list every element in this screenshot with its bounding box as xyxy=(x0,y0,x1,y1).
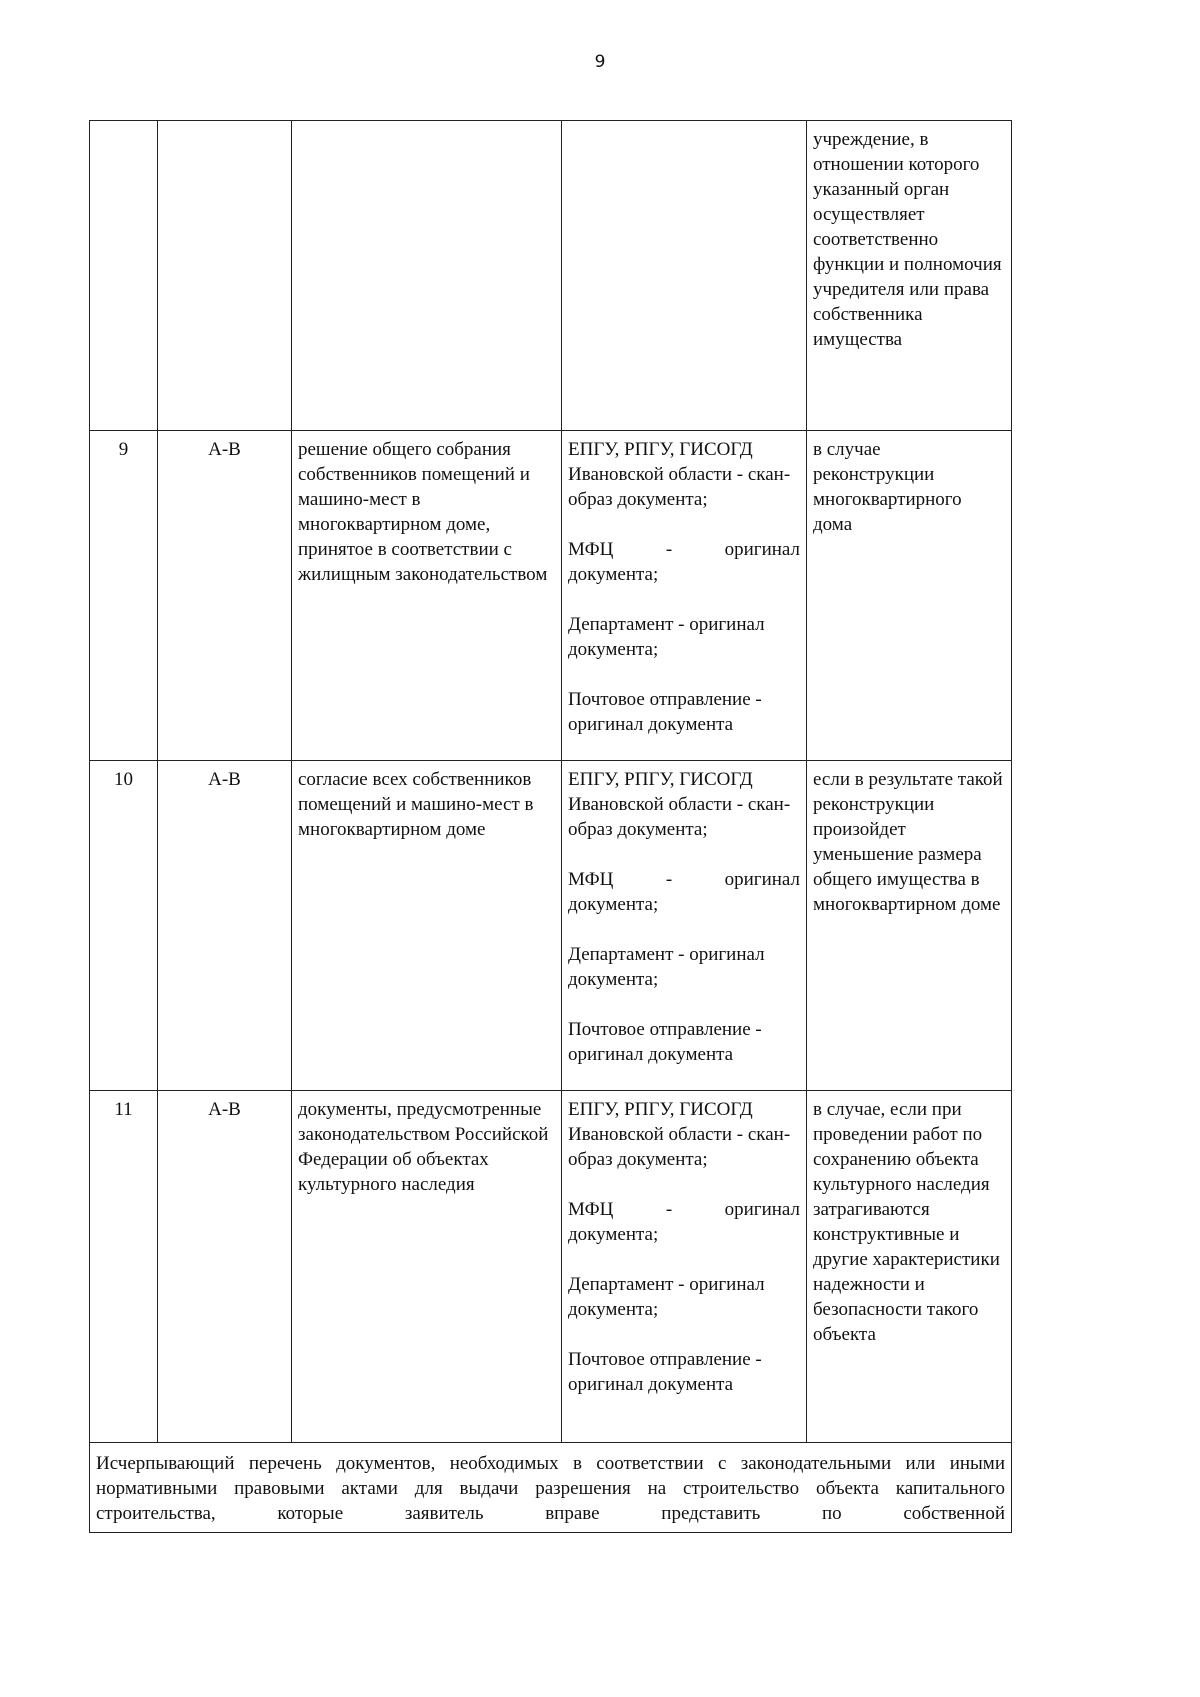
documents-table xyxy=(89,120,1012,1533)
row-number-cell xyxy=(90,121,158,431)
source-cell xyxy=(562,1091,807,1443)
note-text: учреждение, в отношении которого указанный орган осуществляет соответственно функции и полномочия учредителя или права собственника имущества xyxy=(813,129,1002,350)
table-row xyxy=(90,1091,1012,1443)
table-row xyxy=(90,761,1012,1091)
summary-text: Исчерпывающий перечень документов, необходимых в соответствии с законодательными или иными нормативными правовыми актами для выдачи разрешения на строительство объекта капитального строительства, которые заявитель вправе представить по собственной xyxy=(90,1443,1012,1533)
row-number-cell: 11 xyxy=(90,1091,158,1443)
mfc-dash: - xyxy=(665,1199,673,1220)
category-cell: А-В xyxy=(158,761,292,1091)
source-portal: ЕПГУ, РПГУ, ГИСОГД Ивановской области - скан-образ документа; xyxy=(568,769,791,840)
source-mfc xyxy=(568,867,800,917)
source-cell xyxy=(562,431,807,761)
source-post: Почтовое отправление - оригинал документа xyxy=(568,1349,762,1395)
mfc-value: оригинал xyxy=(724,539,801,560)
row-number-cell: 10 xyxy=(90,761,158,1091)
source-post: Почтовое отправление - оригинал документа xyxy=(568,689,762,735)
source-department: Департамент - оригинал документа; xyxy=(568,944,765,990)
mfc-tail: документа; xyxy=(568,894,659,915)
mfc-value: оригинал xyxy=(724,1199,801,1220)
category-cell: А-В xyxy=(158,431,292,761)
source-department: Департамент - оригинал документа; xyxy=(568,1274,765,1320)
page-number: 9 xyxy=(594,52,606,72)
note-cell xyxy=(807,121,1012,431)
source-mfc xyxy=(568,1197,800,1247)
note-cell: в случае, если при проведении работ по сохранению объекта культурного наследия затрагиваются конструктивные и другие характеристики надежности и безопасности такого объекта xyxy=(807,1091,1012,1443)
mfc-dash: - xyxy=(665,869,673,890)
document-cell: документы, предусмотренные законодательством Российской Федерации об объектах культурного наследия xyxy=(292,1091,562,1443)
source-cell xyxy=(562,761,807,1091)
row-number-cell: 9 xyxy=(90,431,158,761)
mfc-value: оригинал xyxy=(724,869,801,890)
mfc-label: МФЦ xyxy=(568,539,614,560)
note-cell: в случае реконструкции многоквартирного дома xyxy=(807,431,1012,761)
category-cell: А-В xyxy=(158,1091,292,1443)
category-cell xyxy=(158,121,292,431)
mfc-tail: документа; xyxy=(568,1224,659,1245)
source-portal: ЕПГУ, РПГУ, ГИСОГД Ивановской области - скан-образ документа; xyxy=(568,1099,791,1170)
document-cell xyxy=(292,121,562,431)
document-cell: решение общего собрания собственников помещений и машино-мест в многоквартирном доме, принятое в соответствии с жилищным законодательством xyxy=(292,431,562,761)
source-post: Почтовое отправление - оригинал документа xyxy=(568,1019,762,1065)
source-department: Департамент - оригинал документа; xyxy=(568,614,765,660)
mfc-dash: - xyxy=(665,539,673,560)
note-cell: если в результате такой реконструкции произойдет уменьшение размера общего имущества в многоквартирном доме xyxy=(807,761,1012,1091)
summary-row xyxy=(90,1443,1012,1533)
table-row xyxy=(90,431,1012,761)
mfc-tail: документа; xyxy=(568,564,659,585)
mfc-label: МФЦ xyxy=(568,869,614,890)
document-cell: согласие всех собственников помещений и машино-мест в многоквартирном доме xyxy=(292,761,562,1091)
source-cell xyxy=(562,121,807,431)
mfc-label: МФЦ xyxy=(568,1199,614,1220)
table-row xyxy=(90,121,1012,431)
source-portal: ЕПГУ, РПГУ, ГИСОГД Ивановской области - скан-образ документа; xyxy=(568,439,791,510)
source-mfc xyxy=(568,537,800,587)
